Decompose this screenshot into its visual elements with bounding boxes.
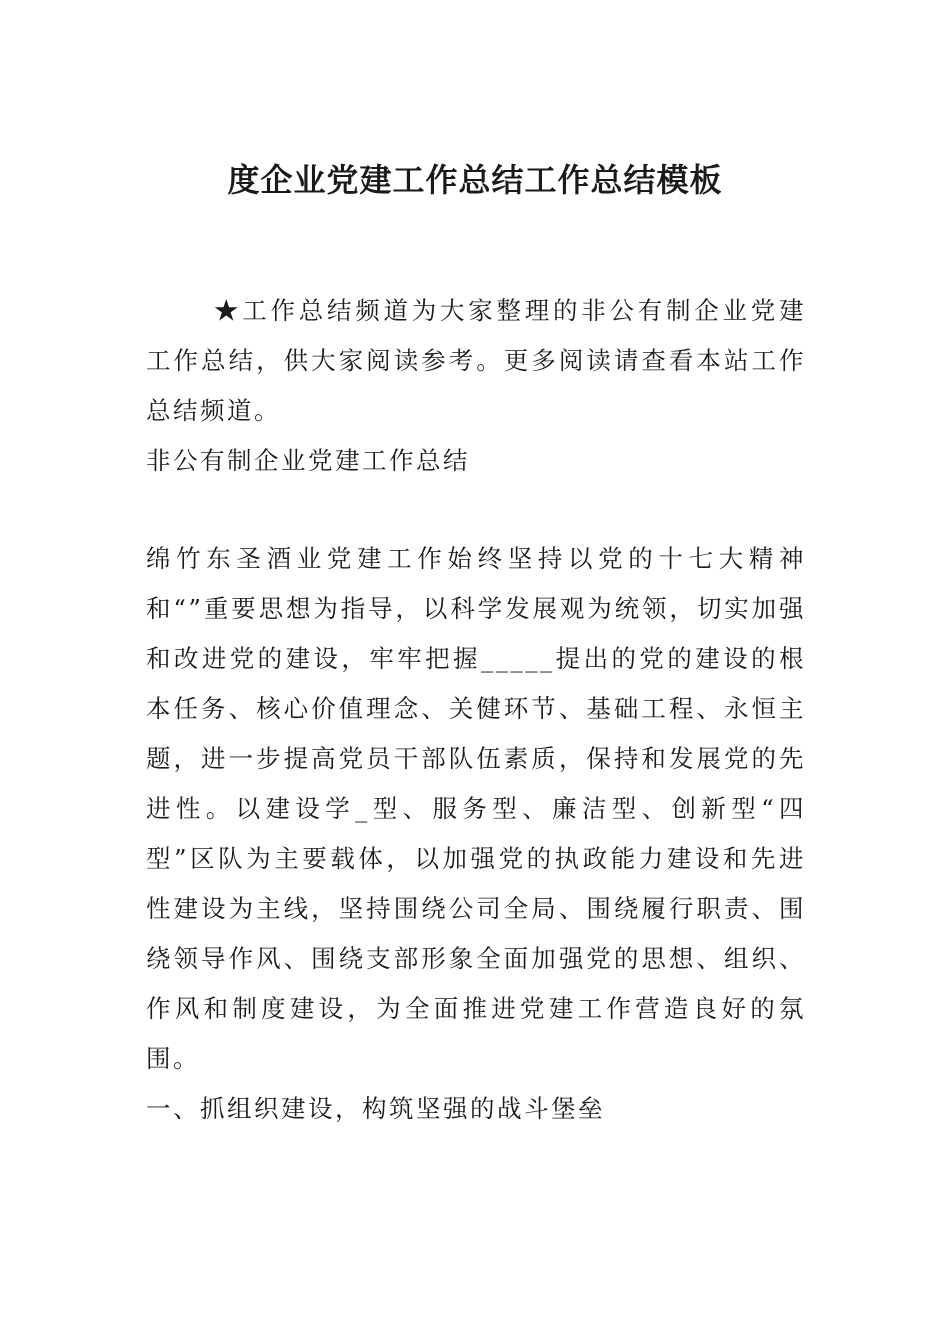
subtitle: 非公有制企业党建工作总结 [146, 446, 470, 475]
section-heading: 一、抓组织建设，构筑坚强的战斗堡垒 [146, 1094, 605, 1123]
main-paragraph: 绵竹东圣酒业党建工作始终坚持以党的十七大精神和“”重要思想为指导，以科学发展观为统领，切实加强和改进党的建设，牢牢把握_____提出的党的建设的根本任务、核心价值理念、关健环节、基础工程、永恒主题，进一步提高党员干部队伍素质，保持和发展党的先进性。以建设学_型、服务型、廉洁型、创新型“四型”区队为主要载体，以加强党的执政能力建设和先进性建设为主线，坚持围绕公司全局、围绕履行职责、围绕领导作风、围绕支部形象全面加强党的思想、组织、作风和制度建设，为全面推进党建工作营造良好的氛围。 [146, 544, 806, 1073]
document-title: 度企业党建工作总结工作总结模板 [227, 161, 723, 199]
intro-paragraph: ★工作总结频道为大家整理的非公有制企业党建工作总结，供大家阅读参考。更多阅读请查看本站工作总结频道。 [146, 296, 806, 425]
